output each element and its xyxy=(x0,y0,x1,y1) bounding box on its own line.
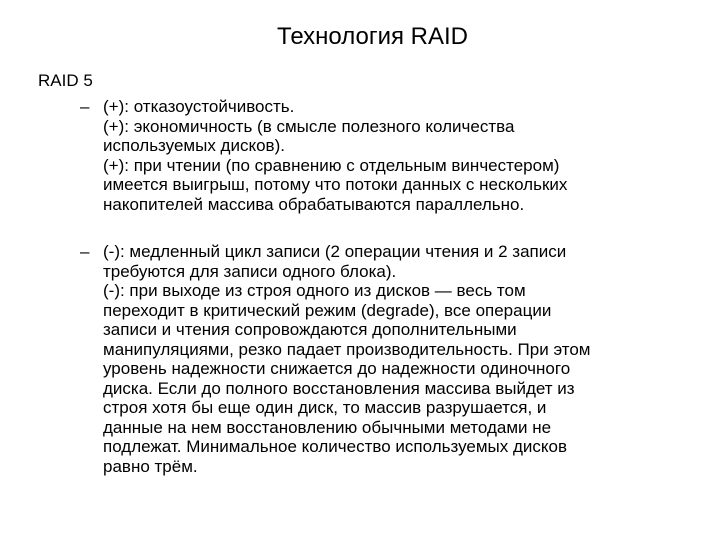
bullet-line: (-): при выходе из строя одного из дисков — весь том xyxy=(103,281,526,300)
bullet-item xyxy=(80,242,690,476)
bullet-dash: – xyxy=(80,97,90,116)
bullet-line: (+): при чтении (по сравнению с отдельным винчестером) xyxy=(103,155,560,175)
bullet-text xyxy=(103,97,690,214)
bullet-line: манипуляциями, резко падает производительность. При этом xyxy=(103,339,591,359)
bullet-line: данные на нем восстановлению обычными методами не xyxy=(103,417,552,437)
bullet-dash: – xyxy=(80,242,90,261)
bullet-line: диска. Если до полного восстановления массива выйдет из xyxy=(103,378,575,398)
slide-subtitle: RAID 5 xyxy=(38,71,93,90)
bullet-line: имеется выигрыш, потому что потоки данных с нескольких xyxy=(103,175,568,194)
bullet-item xyxy=(80,97,690,214)
bullet-line: (+): экономичность (в смысле полезного количества xyxy=(103,116,515,136)
bullet-line: (+): отказоустойчивость. xyxy=(103,97,295,116)
bullet-text xyxy=(103,242,690,476)
bullet-line: используемых дисков). xyxy=(103,136,285,155)
bullet-line: уровень надежности снижается до надежности одиночного xyxy=(103,359,571,378)
bullet-line: подлежат. Минимальное количество используемых дисков xyxy=(103,437,567,456)
bullet-line: (-): медленный цикл записи (2 операции чтения и 2 записи xyxy=(103,242,567,261)
bullet-line: накопителей массива обрабатываются параллельно. xyxy=(103,194,525,214)
bullet-line: строя хотя бы еще один диск, то массив разрушается, и xyxy=(103,398,547,417)
bullet-line: переходит в критический режим (degrade), все операции xyxy=(103,300,552,320)
bullet-line: требуются для записи одного блока). xyxy=(103,261,397,281)
bullet-line: записи и чтения сопровождаются дополнительными xyxy=(103,320,517,339)
slide-title: Технология RAID xyxy=(277,23,468,50)
bullet-line: равно трём. xyxy=(103,456,198,476)
